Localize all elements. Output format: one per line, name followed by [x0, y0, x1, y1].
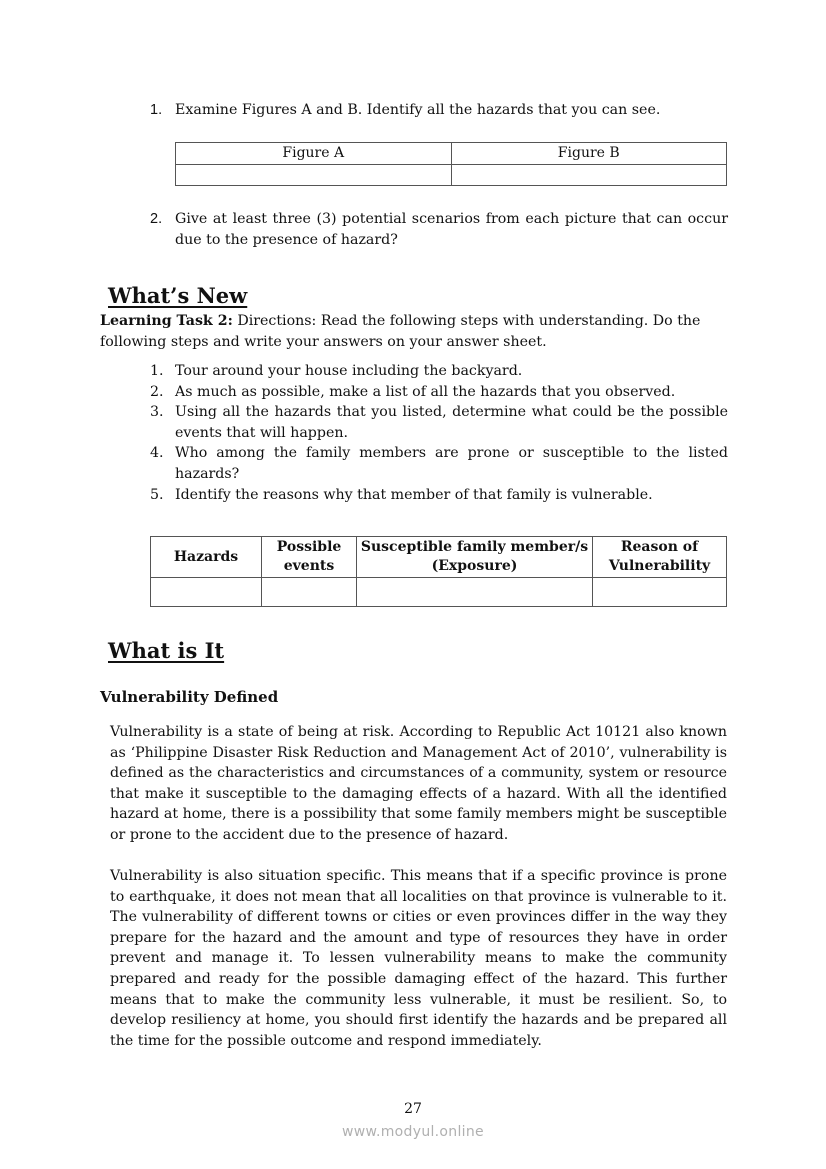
item-number: 2.	[150, 211, 163, 227]
step-text: Using all the hazards that you listed, determine what could be the possible events that will happen.	[175, 404, 728, 441]
section-title-whats-new: What’s New	[108, 283, 248, 308]
step-text: Identify the reasons why that member of that family is vulnerable.	[175, 486, 653, 503]
cell-reason-of-vulnerability[interactable]	[593, 578, 727, 607]
table-row	[151, 578, 727, 607]
step-text: As much as possible, make a list of all the hazards that you observed.	[175, 383, 676, 400]
header-susceptible-members: Susceptible family member/s (Exposure)	[357, 537, 593, 578]
header-figure-b: Figure B	[451, 143, 727, 165]
paragraph: Vulnerability is also situation specific. This means that if a specific province is prone to earthquake, it does not mean that all localities on that province is vulnerable to it. The vulnerability of different towns or cities or even provinces differ in the way they prepare for the hazard and the amount and type of resources they have in order prevent and manage it. To lessen vulnerability means to make the community prepared and ready for the possible damaging effect of the hazard. This further means that to make the community less vulnerable, it must be resilient. So, to develop resiliency at home, you should first identify the hazards and be prepared all the time for the possible outcome and respond immediately.	[110, 868, 727, 1049]
step-number: 4.	[150, 445, 164, 462]
item-text: Give at least three (3) potential scenarios from each picture that can occur due to the presence of hazard?	[175, 211, 728, 248]
header-reason-of-vulnerability: Reason of Vulnerability	[593, 537, 727, 578]
cell-possible-events[interactable]	[262, 578, 357, 607]
item-text: Examine Figures A and B. Identify all the hazards that you can see.	[175, 102, 661, 118]
learning-task-directions	[100, 311, 727, 352]
subheading-vulnerability-defined: Vulnerability Defined	[100, 688, 279, 706]
task-text: Directions: Read the following steps with understanding. Do the following steps and write your answers on your answer sheet.	[100, 313, 701, 350]
step-number: 3.	[150, 404, 164, 421]
section-title-what-is-it: What is It	[108, 638, 225, 663]
list-item	[150, 382, 728, 403]
cell-figure-b[interactable]	[451, 165, 727, 186]
watermark: www.modyul.online	[342, 1124, 484, 1140]
step-number: 1.	[150, 363, 164, 379]
steps-list	[150, 361, 728, 505]
list-item	[150, 402, 728, 443]
step-number: 2.	[150, 383, 164, 400]
figure-table-header-row	[176, 143, 727, 165]
header-figure-a: Figure A	[176, 143, 452, 165]
figure-table	[175, 142, 727, 186]
activity-item-2	[150, 209, 728, 250]
cell-figure-a[interactable]	[176, 165, 452, 186]
step-text: Tour around your house including the backyard.	[175, 363, 523, 379]
list-item	[150, 361, 728, 382]
cell-hazards[interactable]	[151, 578, 262, 607]
list-item	[150, 485, 728, 506]
header-possible-events: Possible events	[262, 537, 357, 578]
task-label: Learning Task 2:	[100, 313, 233, 329]
cell-susceptible-members[interactable]	[357, 578, 593, 607]
activity-item-1	[150, 100, 728, 121]
list-item	[150, 443, 728, 484]
step-text: Who among the family members are prone or susceptible to the listed hazards?	[175, 445, 728, 482]
page-number: 27	[404, 1101, 422, 1117]
table-row	[176, 165, 727, 186]
item-number: 1.	[150, 102, 163, 118]
hazard-table-header-row	[151, 537, 727, 578]
header-hazards: Hazards	[151, 537, 262, 578]
step-number: 5.	[150, 486, 164, 503]
hazard-table	[150, 536, 727, 607]
paragraph: Vulnerability is a state of being at risk. According to Republic Act 10121 also known as ‘Philippine Disaster Risk Reduction and Management Act of 2010’, vulnerability is defined as the characteristics and circumstances of a community, system or resource that make it susceptible to the damaging effects of a hazard. With all the identified hazard at home, there is a possibility that some family members might be susceptible or prone to the accident due to the presence of hazard.	[110, 724, 727, 843]
